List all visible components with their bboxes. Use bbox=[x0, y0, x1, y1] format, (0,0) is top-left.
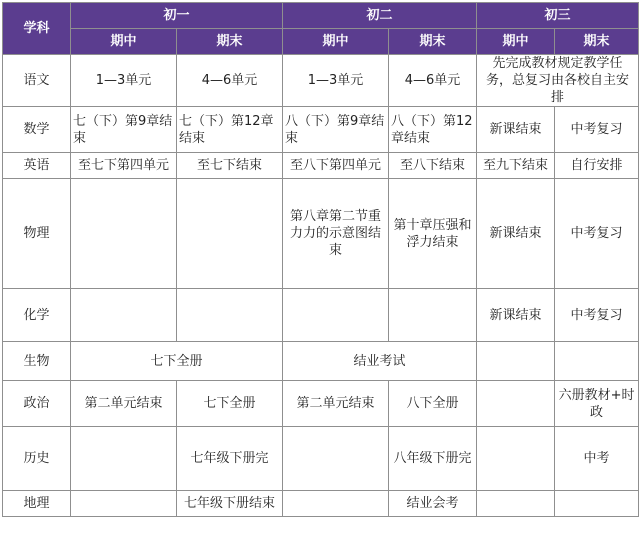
cell-g1-end bbox=[177, 289, 283, 342]
cell-g3-end: 中考复习 bbox=[555, 179, 639, 289]
table-row-chinese bbox=[3, 55, 639, 107]
cell-g1-mid: 第二单元结束 bbox=[71, 381, 177, 427]
cell-g1-end: 七年级下册完 bbox=[177, 427, 283, 491]
table-row-biology bbox=[3, 342, 639, 381]
term-header-g1-mid: 期中 bbox=[71, 29, 177, 55]
term-header-g2-end: 期末 bbox=[389, 29, 477, 55]
grade-header-2: 初二 bbox=[283, 3, 477, 29]
cell-g3-end: 中考复习 bbox=[555, 107, 639, 153]
cell-g1-end: 七年级下册结束 bbox=[177, 491, 283, 517]
cell-g1-mid: 1—3单元 bbox=[71, 55, 177, 107]
cell-g1-mid bbox=[71, 427, 177, 491]
cell-g2-end bbox=[389, 289, 477, 342]
subject-cell: 政治 bbox=[3, 381, 71, 427]
header-row-terms bbox=[3, 29, 639, 55]
cell-g3-end: 中考复习 bbox=[555, 289, 639, 342]
cell-g2-mid: 至八下第四单元 bbox=[283, 153, 389, 179]
table-row-english bbox=[3, 153, 639, 179]
table-row-politics bbox=[3, 381, 639, 427]
cell-g1-end: 七下全册 bbox=[177, 381, 283, 427]
header-row-grades bbox=[3, 3, 639, 29]
cell-g1-merged: 七下全册 bbox=[71, 342, 283, 381]
cell-g1-end bbox=[177, 179, 283, 289]
cell-g2-mid bbox=[283, 491, 389, 517]
table-row-history bbox=[3, 427, 639, 491]
cell-g2-merged: 结业考试 bbox=[283, 342, 477, 381]
cell-g2-end: 八年级下册完 bbox=[389, 427, 477, 491]
cell-g3-mid: 至九下结束 bbox=[477, 153, 555, 179]
cell-g3-mid: 新课结束 bbox=[477, 179, 555, 289]
cell-g3-mid bbox=[477, 427, 555, 491]
cell-g2-end: 结业会考 bbox=[389, 491, 477, 517]
cell-g3-end bbox=[555, 342, 639, 381]
term-header-g1-end: 期末 bbox=[177, 29, 283, 55]
subject-cell: 化学 bbox=[3, 289, 71, 342]
table-row-geography bbox=[3, 491, 639, 517]
cell-g1-mid bbox=[71, 179, 177, 289]
cell-g1-end: 至七下结束 bbox=[177, 153, 283, 179]
cell-g3-end: 自行安排 bbox=[555, 153, 639, 179]
cell-g3-mid bbox=[477, 342, 555, 381]
cell-g2-mid: 第八章第二节重力力的示意图结束 bbox=[283, 179, 389, 289]
cell-g1-end: 4—6单元 bbox=[177, 55, 283, 107]
cell-g3-end bbox=[555, 491, 639, 517]
table-row-physics bbox=[3, 179, 639, 289]
cell-g2-end: 八（下）第12章结束 bbox=[389, 107, 477, 153]
cell-g3-end: 中考 bbox=[555, 427, 639, 491]
cell-g2-end: 第十章压强和浮力结束 bbox=[389, 179, 477, 289]
exam-scope-table bbox=[2, 2, 639, 517]
subject-cell: 语文 bbox=[3, 55, 71, 107]
grade-header-3: 初三 bbox=[477, 3, 639, 29]
cell-g2-end: 至八下结束 bbox=[389, 153, 477, 179]
cell-g3-mid bbox=[477, 381, 555, 427]
cell-g3-mid: 新课结束 bbox=[477, 289, 555, 342]
cell-g1-mid: 七（下）第9章结束 bbox=[71, 107, 177, 153]
subject-header: 学科 bbox=[3, 3, 71, 55]
cell-g1-end: 七（下）第12章结束 bbox=[177, 107, 283, 153]
subject-cell: 物理 bbox=[3, 179, 71, 289]
cell-g1-mid bbox=[71, 289, 177, 342]
subject-cell: 地理 bbox=[3, 491, 71, 517]
cell-g3-mid bbox=[477, 491, 555, 517]
cell-g2-mid: 八（下）第9章结束 bbox=[283, 107, 389, 153]
subject-cell: 生物 bbox=[3, 342, 71, 381]
cell-g2-mid bbox=[283, 427, 389, 491]
cell-g2-end: 4—6单元 bbox=[389, 55, 477, 107]
cell-g1-mid: 至七下第四单元 bbox=[71, 153, 177, 179]
cell-g1-mid bbox=[71, 491, 177, 517]
cell-g2-mid bbox=[283, 289, 389, 342]
cell-g2-mid: 第二单元结束 bbox=[283, 381, 389, 427]
subject-cell: 数学 bbox=[3, 107, 71, 153]
table-row-math bbox=[3, 107, 639, 153]
cell-g3-merged: 先完成教材规定教学任务，总复习由各校自主安排 bbox=[477, 55, 639, 107]
cell-g3-mid: 新课结束 bbox=[477, 107, 555, 153]
subject-cell: 历史 bbox=[3, 427, 71, 491]
cell-g2-end: 八下全册 bbox=[389, 381, 477, 427]
term-header-g3-end: 期末 bbox=[555, 29, 639, 55]
grade-header-1: 初一 bbox=[71, 3, 283, 29]
cell-g2-mid: 1—3单元 bbox=[283, 55, 389, 107]
term-header-g3-mid: 期中 bbox=[477, 29, 555, 55]
table-row-chemistry bbox=[3, 289, 639, 342]
term-header-g2-mid: 期中 bbox=[283, 29, 389, 55]
cell-g3-end: 六册教材+时政 bbox=[555, 381, 639, 427]
subject-cell: 英语 bbox=[3, 153, 71, 179]
